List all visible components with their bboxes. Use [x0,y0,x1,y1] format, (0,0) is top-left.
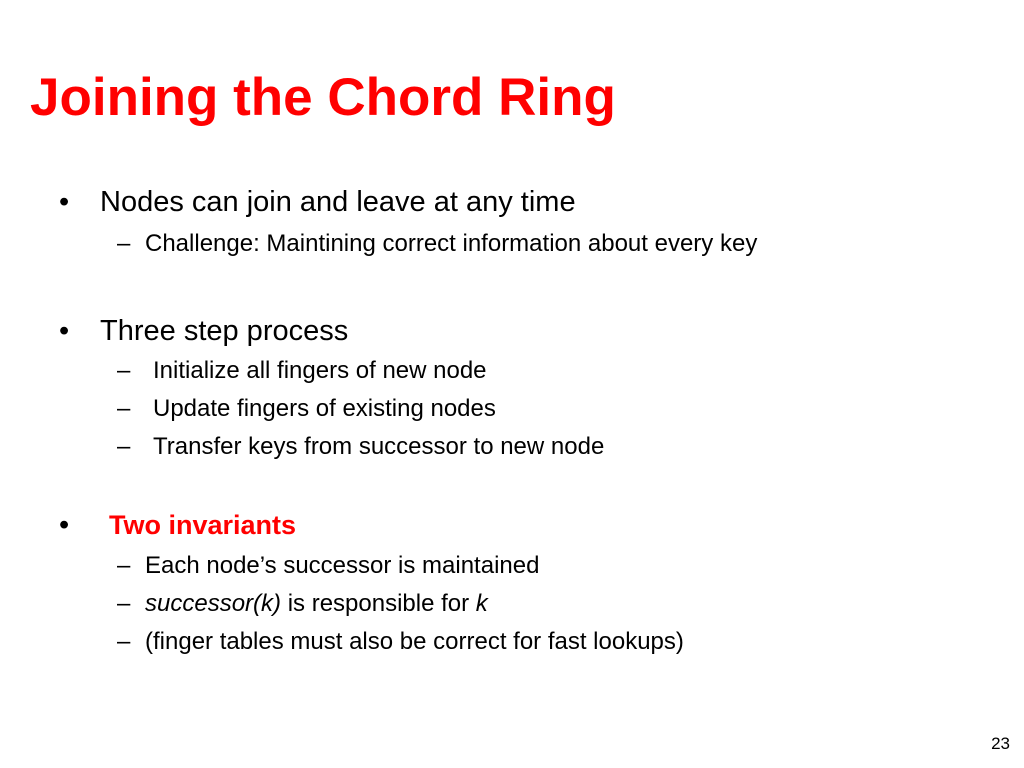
bullet-marker: • [59,186,70,218]
bullet-marker: • [59,315,70,347]
dash-marker: – [117,357,131,384]
dash-marker: – [117,552,131,579]
slide-title: Joining the Chord Ring [30,68,616,127]
dash-marker: – [117,395,131,422]
dash-marker: – [117,628,131,655]
sub-item-text: Update fingers of existing nodes [153,395,496,422]
slide-number: 23 [991,734,1010,753]
bullet-text: Three step process [100,315,349,347]
sub-item-text: (finger tables must also be correct for fast lookups) [145,628,684,655]
sub-item-text: Transfer keys from successor to new node [153,433,605,460]
dash-marker: – [117,433,131,460]
sub-item-text [145,590,488,618]
bullet-text: Nodes can join and leave at any time [100,186,576,218]
key-variable-text: k [475,590,488,617]
bullet-text-highlight: Two invariants [109,510,297,540]
sub-item-text: Challenge: Maintining correct information about every key [145,230,758,257]
sub-item-text: Initialize all fingers of new node [153,357,487,384]
sub-item-text: Each node’s successor is maintained [145,552,540,579]
bullet-marker: • [59,509,70,541]
dash-marker: – [117,590,131,617]
successor-function-text: successor(k) [145,590,282,617]
responsible-text: is responsible for [281,590,476,617]
dash-marker: – [117,230,131,257]
